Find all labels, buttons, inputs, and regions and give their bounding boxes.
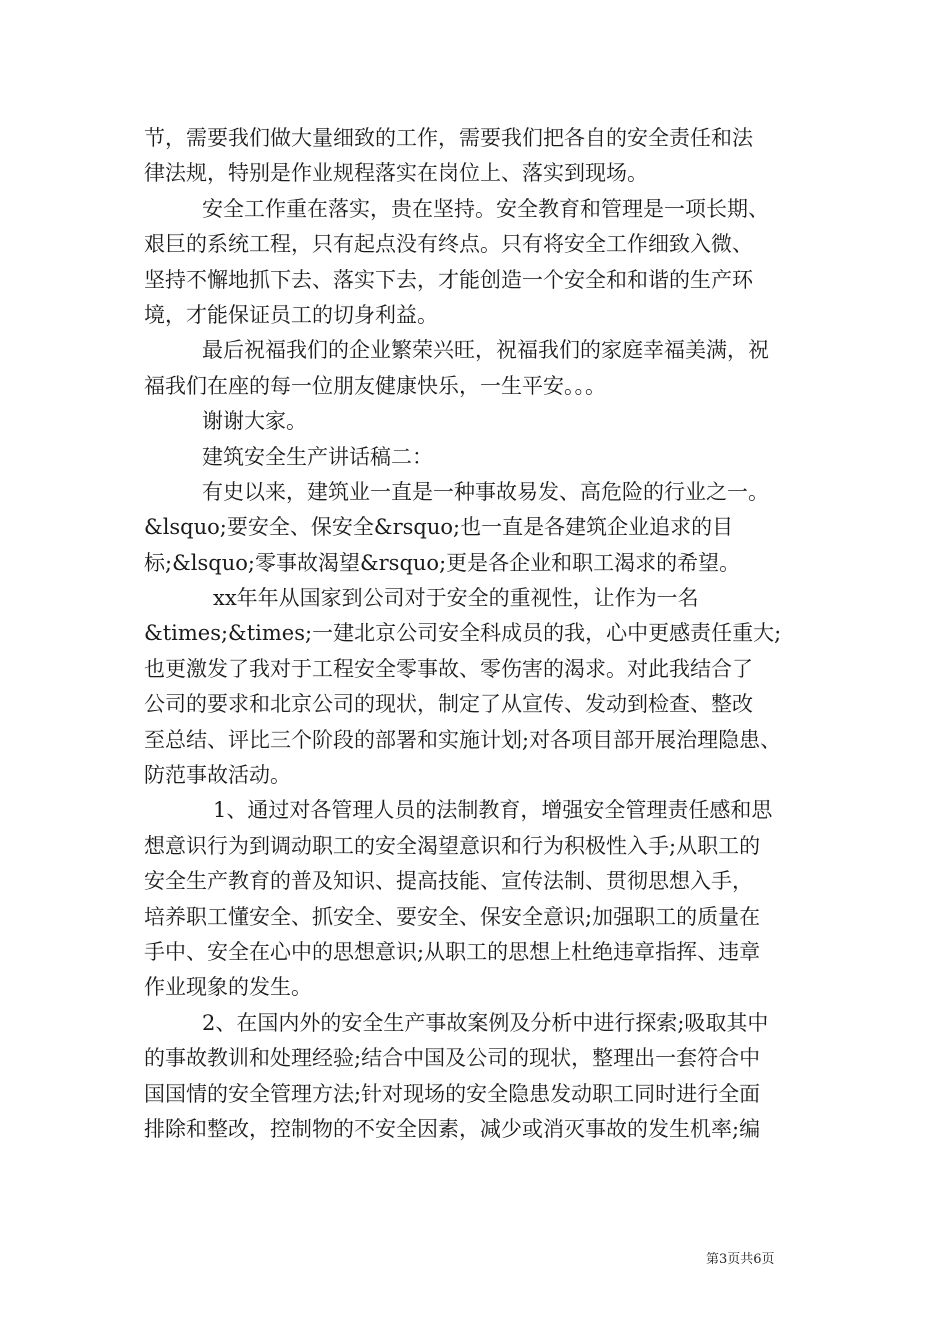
text-line: 最后祝福我们的企业繁荣兴旺，祝福我们的家庭幸福美满，祝 bbox=[202, 338, 769, 363]
text-line: 培养职工懂安全、抓安全、要安全、保安全意识;加强职工的质量在 bbox=[144, 904, 761, 929]
text-line: 律法规，特别是作业规程落实在岗位上、落实到现场。 bbox=[144, 161, 648, 186]
text-line: 境，才能保证员工的切身利益。 bbox=[144, 302, 438, 327]
text-line: 谢谢大家。 bbox=[202, 409, 307, 434]
text-line: xx年年从国家到公司对于安全的重视性，让作为一名 bbox=[213, 586, 699, 611]
text-line: &lsquo;要安全、保安全&rsquo;也一直是各建筑企业追求的目 bbox=[144, 515, 734, 540]
text-line: 节，需要我们做大量细致的工作，需要我们把各自的安全责任和法 bbox=[144, 126, 753, 150]
document-body bbox=[144, 124, 808, 1150]
text-line: 也更激发了我对于工程安全零事故、零伤害的渴求。对此我结合了 bbox=[144, 656, 753, 681]
text-line: 有史以来，建筑业一直是一种事故易发、高危险的行业之一。 bbox=[202, 479, 769, 504]
text-line: 1、通过对各管理人员的法制教育，增强安全管理责任感和思 bbox=[213, 798, 773, 823]
text-line: 国国情的安全管理方法;针对现场的安全隐患发动职工同时进行全面 bbox=[144, 1081, 761, 1106]
text-line: 安全工作重在落实，贵在坚持。安全教育和管理是一项长期、 bbox=[202, 196, 769, 221]
text-line: 公司的要求和北京公司的现状，制定了从宣传、发动到检查、整改 bbox=[144, 692, 753, 717]
text-line: 作业现象的发生。 bbox=[144, 975, 312, 1000]
text-line: 福我们在座的每一位朋友健康快乐，一生平安。。。 bbox=[144, 373, 606, 398]
text-line: 手中、安全在心中的思想意识;从职工的思想上杜绝违章指挥、违章 bbox=[144, 939, 761, 964]
text-line: 坚持不懈地抓下去、落实下去，才能创造一个安全和和谐的生产环 bbox=[144, 267, 753, 292]
page-number-footer: 第3页共6页 bbox=[706, 1252, 775, 1267]
text-line: 2、在国内外的安全生产事故案例及分析中进行探索;吸取其中 bbox=[202, 1010, 769, 1035]
text-line: 安全生产教育的普及知识、提高技能、宣传法制、贯彻思想入手， bbox=[144, 869, 753, 894]
text-line: &times;&times;一建北京公司安全科成员的我，心中更感责任重大; bbox=[144, 621, 782, 646]
text-line: 标;&lsquo;零事故渴望&rsquo;更是各企业和职工渴求的希望。 bbox=[144, 550, 741, 575]
text-line: 艰巨的系统工程，只有起点没有终点。只有将安全工作细致入微、 bbox=[144, 232, 753, 257]
text-line: 至总结、评比三个阶段的部署和实施计划;对各项目部开展治理隐患、 bbox=[144, 727, 782, 752]
text-line: 的事故教训和处理经验;结合中国及公司的现状，整理出一套符合中 bbox=[144, 1046, 761, 1071]
text-line: 建筑安全生产讲话稿二： bbox=[202, 444, 433, 469]
text-line: 排除和整改，控制物的不安全因素，减少或消灭事故的发生机率;编 bbox=[144, 1116, 761, 1141]
text-line: 防范事故活动。 bbox=[144, 763, 291, 788]
text-line: 想意识行为到调动职工的安全渴望意识和行为积极性入手;从职工的 bbox=[144, 833, 761, 858]
